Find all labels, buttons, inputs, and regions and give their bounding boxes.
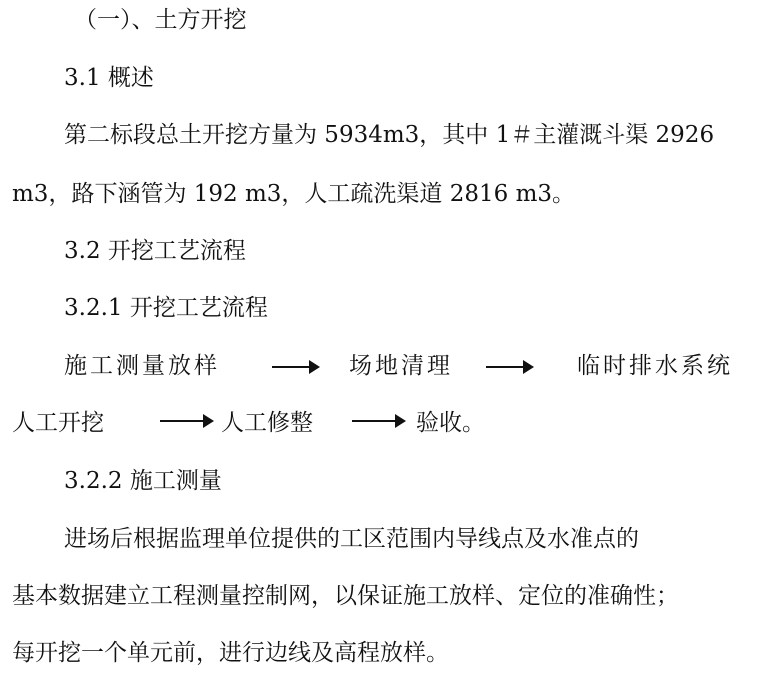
flow-step-acceptance: 验收。 — [416, 410, 485, 436]
paragraph-line — [0, 115, 760, 155]
subsection-title — [0, 58, 760, 98]
para1-line2: m3，路下涵管为 192 m3，人工疏洗渠道 2816 m3。 — [12, 181, 576, 207]
paragraph-line — [0, 519, 760, 559]
process-flow-row-2 — [0, 403, 760, 443]
flow-step-manual-trimming: 人工修整 — [221, 410, 313, 436]
flow-step-site-clearing: 场地清理 — [349, 353, 453, 379]
subsection-title — [0, 461, 760, 501]
subsection-title — [0, 231, 760, 271]
para2-line3: 每开挖一个单元前，进行边线及高程放样。 — [12, 640, 449, 666]
flow-arrow-icon — [272, 366, 318, 368]
para2-line2: 基本数据建立工程测量控制网，以保证施工放样、定位的准确性； — [12, 583, 679, 609]
subsection-3-1-title: 3.1 概述 — [64, 65, 154, 91]
para2-line1: 进场后根据监理单位提供的工区范围内导线点及水准点的 — [64, 526, 639, 552]
flow-step-survey: 施工测量放样 — [64, 353, 220, 379]
flow-arrow-icon — [160, 420, 212, 422]
process-flow-row-1 — [0, 346, 760, 386]
flow-step-drainage: 临时排水系统 — [577, 353, 733, 379]
paragraph-line — [0, 174, 760, 214]
subsection-title — [0, 288, 760, 328]
subsection-3-2-title: 3.2 开挖工艺流程 — [64, 238, 246, 264]
paragraph-line — [0, 576, 760, 616]
section-heading — [0, 0, 760, 40]
heading-text: （一）、土方开挖 — [74, 7, 247, 33]
paragraph-line — [0, 633, 760, 673]
subsection-3-2-2-title: 3.2.2 施工测量 — [64, 468, 222, 494]
para1-line1: 第二标段总土开挖方量为 5934m3，其中 1＃主灌溉斗渠 2926 — [64, 122, 715, 148]
subsection-3-2-1-title: 3.2.1 开挖工艺流程 — [64, 295, 268, 321]
flow-arrow-icon — [352, 420, 404, 422]
flow-step-manual-excavation: 人工开挖 — [12, 410, 104, 436]
flow-arrow-icon — [486, 366, 532, 368]
